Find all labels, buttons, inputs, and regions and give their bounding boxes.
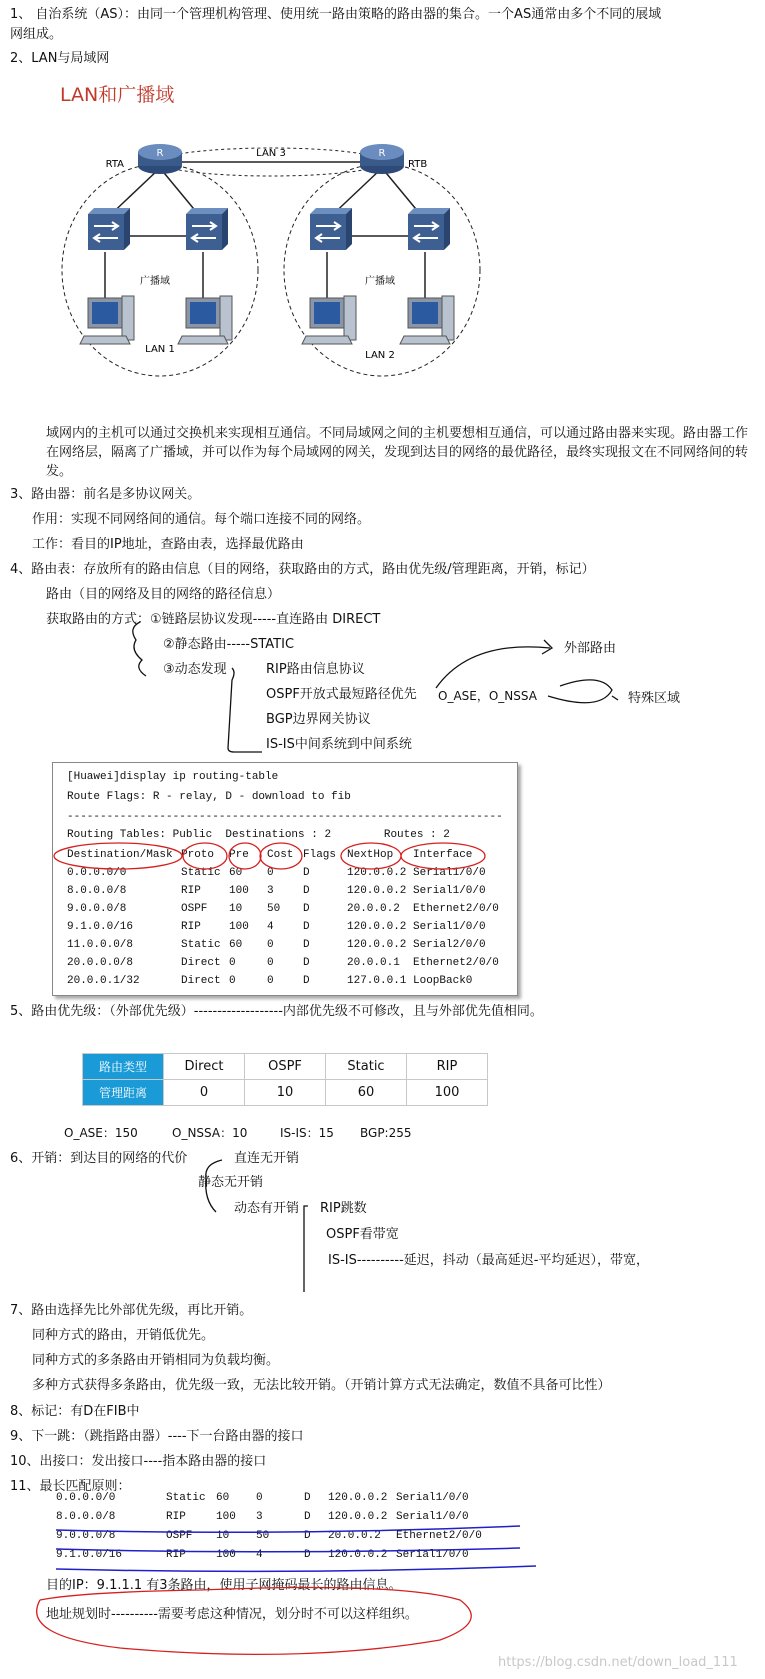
routing-cell: 50 [267, 903, 281, 915]
longest-match-cell: Static [166, 1492, 206, 1504]
cost-dynamic: 动态有开销 [234, 1201, 300, 1216]
circle-destination [54, 843, 182, 869]
routing-cell: 20.0.0.0/8 [67, 957, 134, 969]
broadcast-label-left: 广播域 [140, 276, 170, 287]
planning-note-highlight [37, 1588, 472, 1655]
routing-cell: Static [181, 867, 221, 879]
longest-match-cell: 120.0.0.2 [328, 1549, 388, 1561]
longest-match-cell: 9.0.0.0/8 [56, 1530, 116, 1542]
routing-summary: Routing Tables: Public Destinations : 2 Routes : 2 [67, 829, 450, 841]
routing-cell: 60 [229, 867, 243, 879]
section-3-router: 3、路由器：前名是多协议网关。 [10, 487, 201, 502]
longest-match-cell: RIP [166, 1549, 186, 1561]
underline-route-2 [56, 1526, 520, 1532]
longest-match-cell: Serial1/0/0 [396, 1492, 469, 1504]
route-acquire-methods: 获取路由的方式：①链路层协议发现-----直连路由 DIRECT [46, 612, 381, 627]
selection-rule-c: 多种方式获得多条路由，优先级一致，无法比较开销。（开销计算方式无法确定，数值不具备可比性） [32, 1378, 611, 1393]
routing-cell: 9.1.0.0/16 [67, 921, 134, 933]
distance-ospf: 10 [245, 1080, 326, 1106]
routing-header-cell: Flags [303, 849, 337, 861]
section-2-lan: 2、LAN与局域网 [10, 51, 110, 66]
router-work: 工作：看目的IP地址，查路由表，选择最优路由 [32, 537, 304, 552]
routing-cell: OSPF [181, 903, 208, 915]
route-type-header: 路由类型 [83, 1054, 164, 1080]
rta-label: RTA [105, 159, 124, 170]
routing-cell: Static [181, 939, 221, 951]
longest-match-cell: Ethernet2/0/0 [396, 1530, 482, 1542]
routing-cell: 0 [267, 867, 274, 879]
routing-cell: 0 [229, 957, 236, 969]
cost-isis: IS-IS----------延迟，抖动（最高延迟-平均延迟），带宽， [328, 1253, 649, 1268]
method-brace [133, 622, 146, 676]
route-static: ②静态路由-----STATIC [163, 637, 295, 652]
broadcast-label-right: 广播域 [365, 276, 395, 287]
routing-cell: 100 [229, 885, 249, 897]
dynamic-rip: RIP路由信息协议 [266, 662, 365, 677]
routing-cell: 20.0.0.1/32 [67, 975, 140, 987]
distance-rip: 100 [407, 1080, 488, 1106]
longest-match-cell: 3 [256, 1511, 263, 1523]
section-6-cost: 6、开销：到达目的网络的代价 [10, 1151, 188, 1166]
routing-cell: 120.0.0.2 [347, 939, 407, 951]
pref-isis: IS-IS：15 [280, 1126, 334, 1140]
routing-cell: 120.0.0.2 [347, 885, 407, 897]
selection-rule-a: 同种方式的路由，开销低优先。 [32, 1328, 215, 1343]
lan-description: 域网内的主机可以通过交换机来实现相互通信。不同局域网之间的主机要想相互通信，可以通过路由器来实现。路由器工作在网络层，隔离了广播域，并可以作为每个局域网的网关，发现到达目的网络的最优路径，最终实现报文在不同网络间的转发。 [46, 426, 749, 479]
routing-cell: 0 [229, 975, 236, 987]
routing-cell: Direct [181, 957, 221, 969]
svg-text:R: R [156, 148, 164, 159]
routing-cell: D [303, 867, 310, 879]
routing-header-cell: Cost [267, 849, 294, 861]
routing-cell: Serial2/0/0 [413, 939, 486, 951]
circle-interface [401, 843, 485, 869]
longest-match-cell: Serial1/0/0 [396, 1511, 469, 1523]
routing-header-cell: Destination/Mask [67, 849, 173, 861]
type-static: Static [326, 1054, 407, 1080]
routing-command: [Huawei]display ip routing-table [67, 771, 279, 783]
routing-cell: D [303, 939, 310, 951]
type-direct: Direct [164, 1054, 245, 1080]
routing-cell: D [303, 975, 310, 987]
lan1-label: LAN 1 [145, 344, 175, 355]
longest-match-cell: D [304, 1511, 311, 1523]
longest-match-cell: 9.1.0.0/16 [56, 1549, 123, 1561]
section-5-priority: 5、路由优先级：（外部优先级）-------------------内部优先级不可修改，且与外部优先值相同。 [10, 1004, 543, 1019]
routing-flags: Route Flags: R - relay, D - download to fib [67, 791, 351, 803]
dynamic-bracket [228, 668, 262, 752]
section-10-out-interface: 10、出接口：发出接口----指本路由器的接口 [10, 1454, 267, 1469]
cost-brace [206, 1160, 222, 1212]
routing-cell: Serial1/0/0 [413, 867, 486, 879]
routing-header-cell: NextHop [347, 849, 394, 861]
longest-match-cell: 8.0.0.0/8 [56, 1511, 116, 1523]
longest-match-cell: 10 [216, 1530, 230, 1542]
longest-match-cell: 100 [216, 1549, 236, 1561]
section-1-as: 1、 自治系统（AS）：由同一个管理机构管理、使用统一路由策略的路由器的集合。一个AS通常由多个不同的展域 [10, 7, 662, 22]
routing-cell: 11.0.0.0/8 [67, 939, 134, 951]
type-ospf: OSPF [245, 1054, 326, 1080]
routing-cell: 20.0.0.1 [347, 957, 400, 969]
longest-match-cell: D [304, 1492, 311, 1504]
pref-oase: O_ASE：150 [64, 1126, 138, 1140]
routing-cell: Ethernet2/0/0 [413, 957, 499, 969]
longest-match-cell: 4 [256, 1549, 263, 1561]
dynamic-cost-bracket [304, 1206, 308, 1292]
external-route-note: 外部路由 [564, 641, 617, 656]
routing-cell: 0 [267, 939, 274, 951]
special-area-arrow [548, 680, 612, 703]
cost-ospf: OSPF看带宽 [326, 1227, 399, 1242]
routing-cell: D [303, 885, 310, 897]
route-definition: 路由（目的网络及目的网络的路径信息） [46, 587, 281, 602]
section-11-longest-match: 11、最长匹配原则： [10, 1479, 131, 1494]
section-8-flag: 8、标记：有D在FIB中 [10, 1404, 140, 1419]
circle-cost [260, 843, 302, 869]
dynamic-bgp: BGP边界网关协议 [266, 712, 371, 727]
longest-match-destination: 目的IP：9.1.1.1 有3条路由，使用子网掩码最长的路由信息。 [46, 1578, 402, 1593]
section-1-continued: 网组成。 [10, 27, 63, 42]
routing-cell: RIP [181, 885, 201, 897]
selection-rule-b: 同种方式的多条路由开销相同为负载均衡。 [32, 1353, 280, 1368]
admin-distance-header: 管理距离 [83, 1080, 164, 1106]
distance-static: 60 [326, 1080, 407, 1106]
longest-match-cell: D [304, 1549, 311, 1561]
routing-divider: ------------------------------------------------------------------ [67, 811, 503, 823]
routing-cell: Serial1/0/0 [413, 921, 486, 933]
longest-match-cell: 100 [216, 1511, 236, 1523]
section-9-next-hop: 9、下一跳：（跳指路由器）----下一台路由器的接口 [10, 1429, 304, 1444]
ospf-external-types: O_ASE，O_NSSA [438, 689, 537, 703]
longest-match-cell: 50 [256, 1530, 270, 1542]
routing-cell: D [303, 957, 310, 969]
pref-bgp: BGP:255 [360, 1126, 412, 1140]
watermark: https://blog.csdn.net/down_load_111 [498, 1655, 738, 1670]
longest-match-cell: 120.0.0.2 [328, 1511, 388, 1523]
routing-cell: 100 [229, 921, 249, 933]
routing-header-cell: Pre [229, 849, 249, 861]
underline-route-3 [56, 1548, 520, 1552]
circle-nexthop [341, 843, 401, 869]
routing-cell: 8.0.0.0/8 [67, 885, 127, 897]
cost-direct: 直连无开销 [234, 1151, 300, 1166]
routing-cell: Serial1/0/0 [413, 885, 486, 897]
routing-header-cell: Interface [413, 849, 473, 861]
router-role: 作用：实现不同网络间的通信。每个端口连接不同的网络。 [32, 512, 371, 527]
lan3-label: LAN 3 [256, 148, 286, 159]
dynamic-isis: IS-IS中间系统到中间系统 [266, 737, 412, 752]
special-area-note: 特殊区域 [628, 691, 681, 706]
section-4-routing-table: 4、路由表：存放所有的路由信息（目的网络，获取路由的方式，路由优先级/管理距离，开销，标记） [10, 562, 595, 577]
routing-header-cell: Proto [181, 849, 215, 861]
section-7-selection: 7、路由选择先比外部优先级，再比开销。 [10, 1303, 253, 1318]
routing-cell: 120.0.0.2 [347, 921, 407, 933]
routing-cell: 0 [267, 975, 274, 987]
longest-match-cell: 120.0.0.2 [328, 1492, 388, 1504]
svg-text:R: R [378, 148, 386, 159]
routing-cell: 127.0.0.1 [347, 975, 407, 987]
routing-cell: D [303, 921, 310, 933]
distance-direct: 0 [164, 1080, 245, 1106]
address-planning-note: 地址规划时----------需要考虑这种情况，划分时不可以这样组织。 [46, 1607, 418, 1622]
longest-match-cell: RIP [166, 1511, 186, 1523]
routing-cell: 0.0.0.0/0 [67, 867, 127, 879]
lan-broadcast-title: LAN和广播域 [60, 84, 175, 106]
longest-match-cell: 60 [216, 1492, 230, 1504]
rtb-label: RTB [408, 159, 428, 170]
circle-proto [183, 843, 227, 869]
longest-match-cell: 0.0.0.0/0 [56, 1492, 116, 1504]
external-route-arrow [436, 647, 550, 688]
cost-rip: RIP跳数 [320, 1201, 367, 1216]
routing-cell: 4 [267, 921, 274, 933]
routing-cell: Direct [181, 975, 221, 987]
routing-cell: 10 [229, 903, 243, 915]
circle-pre [229, 843, 261, 869]
type-rip: RIP [407, 1054, 488, 1080]
routing-cell: 0 [267, 957, 274, 969]
cost-static: 静态无开销 [198, 1175, 264, 1190]
underline-route-4 [56, 1566, 536, 1571]
route-dynamic: ③动态发现 [163, 662, 227, 677]
pref-onssa: O_NSSA：10 [172, 1126, 248, 1140]
longest-match-cell: OSPF [166, 1530, 193, 1542]
routing-cell: 3 [267, 885, 274, 897]
routing-cell: RIP [181, 921, 201, 933]
longest-match-cell: Serial1/0/0 [396, 1549, 469, 1561]
routing-cell: Ethernet2/0/0 [413, 903, 499, 915]
routing-cell: D [303, 903, 310, 915]
routing-cell: 60 [229, 939, 243, 951]
longest-match-cell: 0 [256, 1492, 263, 1504]
routing-cell: 20.0.0.2 [347, 903, 400, 915]
longest-match-cell: 20.0.0.2 [328, 1530, 381, 1542]
routing-cell: LoopBack0 [413, 975, 473, 987]
routing-cell: 9.0.0.0/8 [67, 903, 127, 915]
lan2-label: LAN 2 [365, 350, 395, 361]
routing-cell: 120.0.0.2 [347, 867, 407, 879]
dynamic-ospf: OSPF开放式最短路径优先 [266, 687, 417, 702]
longest-match-cell: D [304, 1530, 311, 1542]
